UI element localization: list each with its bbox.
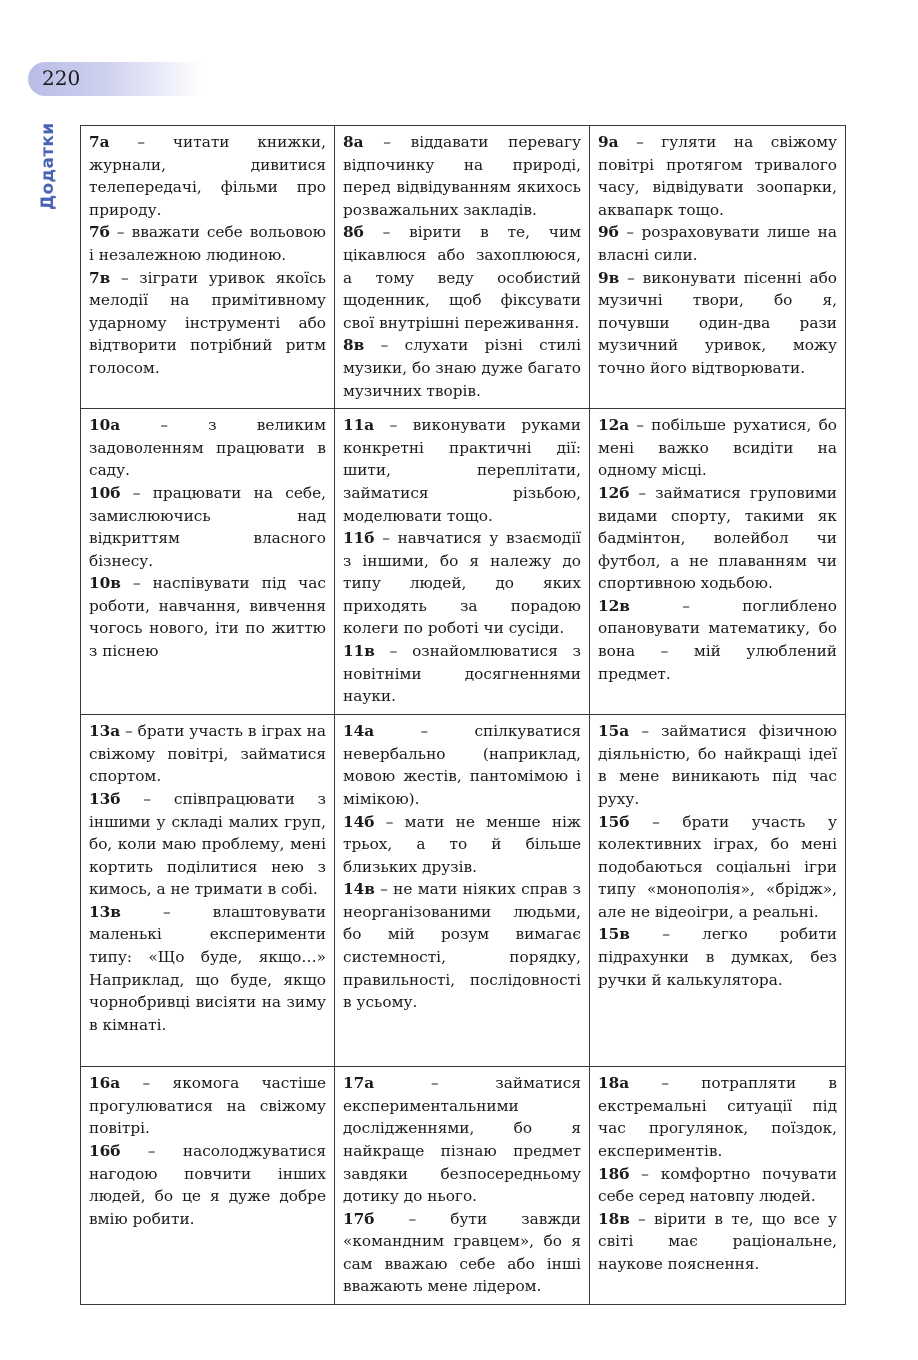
table-cell bbox=[590, 126, 846, 409]
statement-item: 7а – читати книжки, журнали, дивитися телепередачі, фільми про природу. bbox=[89, 133, 326, 219]
statement-item: 13б – співпрацювати з іншими у складі малих груп, бо, коли маю проблему, мені кортить поділитися нею з кимось, а не тримати в собі. bbox=[89, 789, 326, 899]
statement-item: 18б – комфортно почувати себе серед натовпу людей. bbox=[598, 1164, 837, 1206]
statement-item: 8в – слухати різні стилі музики, бо знаю дуже багато музичних творів. bbox=[343, 336, 581, 400]
statement-item: 12б – займатися груповими видами спорту, такими як бадмінтон, волейбол чи футбол, а не плаванням чи спортивною ходьбою. bbox=[598, 483, 837, 593]
statement-item: 10в – наспівувати під час роботи, навчання, вивчення чогось нового, іти по життю з піснею bbox=[89, 574, 326, 661]
table-cell bbox=[590, 715, 846, 1067]
statement-item: 9в – виконувати пісенні або музичні твори, бо я, почувши один-два рази музичний уривок, можу точно його відтворювати. bbox=[598, 268, 837, 377]
statement-item: 9а – гуляти на свіжому повітрі протягом тривалого часу, відвідувати зоопарки, аквапарк тощо. bbox=[598, 133, 837, 219]
statement-item: 15б – брати участь у колективних іграх, бо мені подобаються соціальні ігри типу «монополія», «брідж», але не відеоігри, а реальні. bbox=[598, 812, 837, 921]
statement-item: 18в – вірити в те, що все у світі має раціональне, наукове пояснення. bbox=[598, 1209, 837, 1273]
statement-item: 18а – потрапляти в екстремальні ситуації під час прогулянок, поїздок, експериментів. bbox=[598, 1074, 837, 1160]
table-cell bbox=[590, 409, 846, 715]
statement-item: 17а – займатися експериментальними дослідженнями, бо я найкраще пізнаю предмет завдяки безпосередньому дотику до нього. bbox=[343, 1074, 581, 1206]
table-cell bbox=[81, 409, 335, 715]
statement-item: 11б – навчатися у взаємодії з іншими, бо я належу до типу людей, до яких приходять за порадою колеги по роботі чи сусіди. bbox=[343, 529, 581, 638]
page-number: 220 bbox=[42, 66, 81, 90]
statement-item: 7б – вважати себе вольовою і незалежною людиною. bbox=[89, 223, 326, 264]
table-row bbox=[81, 409, 846, 715]
statement-item: 12в – поглиблено опановувати математику, бо вона – мій улюблений предмет. bbox=[598, 596, 837, 683]
statement-item: 8б – вірити в те, чим цікавлюся або захоплююся, а тому веду особистий щоденник, щоб фіксувати свої внутрішні переживання. bbox=[343, 223, 581, 332]
statement-item: 10б – працювати на себе, замислюючись над відкриттям власного бізнесу. bbox=[89, 483, 326, 570]
statement-item: 8а – віддавати перевагу відпочинку на природі, перед відвідуванням якихось розважальних закладів. bbox=[343, 133, 581, 219]
statement-item: 12а – побільше рухатися, бо мені важко всидіти на одному місці. bbox=[598, 416, 837, 480]
statement-item: 14в – не мати ніяких справ з неорганізованими людьми, бо мій розум вимагає системності, порядку, правильності, послідовності в усьому. bbox=[343, 880, 581, 1012]
table-cell bbox=[335, 126, 590, 409]
statement-item: 7в – зіграти уривок якоїсь мелодії на примітивному ударному інструменті або відтворити потрібний ритм голосом. bbox=[89, 268, 326, 377]
table-row bbox=[81, 1067, 846, 1305]
statement-item: 10а – з великим задоволенням працювати в саду. bbox=[89, 416, 326, 480]
table-cell bbox=[81, 715, 335, 1067]
section-side-label: Додатки bbox=[38, 122, 58, 210]
questionnaire-table bbox=[80, 125, 846, 1305]
statement-item: 15а – займатися фізичною діяльністю, бо найкращі ідеї в мене виникають під час руху. bbox=[598, 722, 837, 808]
statement-item: 15в – легко робити підрахунки в думках, без ручки й калькулятора. bbox=[598, 925, 837, 989]
statement-item: 14а – спілкуватися невербально (наприклад, мовою жестів, пантомімою і мімікою). bbox=[343, 722, 581, 808]
statement-item: 13а – брати участь в іграх на свіжому повітрі, займатися спортом. bbox=[89, 722, 326, 786]
statement-item: 11в – ознайомлюватися з новітніми досягненнями науки. bbox=[343, 642, 581, 706]
statement-item: 16а – якомога частіше прогулюватися на свіжому повітрі. bbox=[89, 1074, 326, 1138]
table-cell bbox=[81, 126, 335, 409]
statement-item: 9б – розраховувати лише на власні сили. bbox=[598, 223, 837, 264]
statement-item: 17б – бути завжди «командним гравцем», бо я сам вважаю себе або інші вважають мене лідером. bbox=[343, 1209, 581, 1296]
statement-item: 13в – влаштовувати маленькі експерименти типу: «Що буде, якщо…» Наприклад, що буде, якщо чорнобривці висіяти на зиму в кімнаті. bbox=[89, 902, 326, 1034]
table-cell bbox=[335, 715, 590, 1067]
table-cell bbox=[81, 1067, 335, 1305]
table-row bbox=[81, 126, 846, 409]
statement-item: 14б – мати не менше ніж трьох, а то й більше близьких друзів. bbox=[343, 812, 581, 876]
table-cell bbox=[590, 1067, 846, 1305]
table-cell bbox=[335, 409, 590, 715]
table-cell bbox=[335, 1067, 590, 1305]
statement-item: 16б – насолоджуватися нагодою повчити інших людей, бо це я дуже добре вмію робити. bbox=[89, 1141, 326, 1228]
statement-item: 11а – виконувати руками конкретні практичні дії: шити, переплітати, займатися різьбою, моделювати тощо. bbox=[343, 416, 581, 525]
table-row bbox=[81, 715, 846, 1067]
